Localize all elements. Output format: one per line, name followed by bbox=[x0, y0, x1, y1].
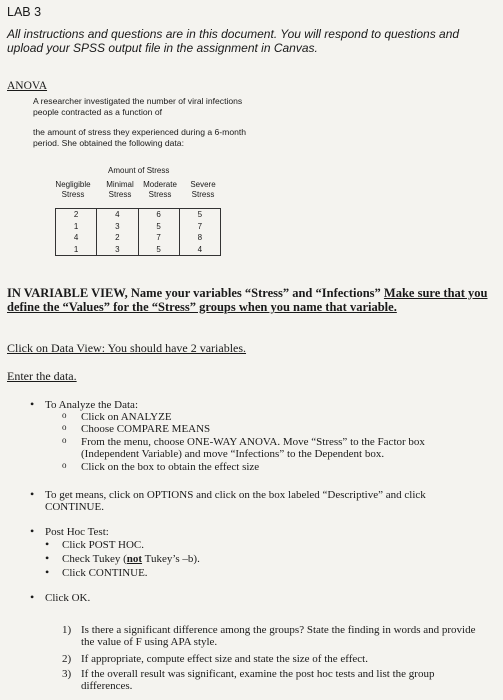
analyze-step: Click on the box to obtain the effect size bbox=[81, 461, 260, 473]
table-cell: 7 bbox=[179, 221, 220, 233]
table-cell: 5 bbox=[138, 221, 179, 233]
question-number: 1) bbox=[62, 624, 72, 636]
analyze-step: Choose COMPARE MEANS bbox=[81, 423, 211, 435]
table-row bbox=[56, 232, 221, 244]
bullet-icon: • bbox=[45, 537, 50, 551]
question-number: 3) bbox=[62, 668, 72, 680]
bullet-icon: • bbox=[30, 590, 35, 604]
question-text: Is there a significant difference among the groups? State the finding in words and provide the value of F using APA style. bbox=[81, 624, 476, 648]
scenario-text-2: the amount of stress they experienced during a 6-month period. She obtained the following data: bbox=[33, 127, 247, 148]
post-hoc-item: Click CONTINUE. bbox=[62, 567, 148, 579]
means-instruction: To get means, click on OPTIONS and click on the box labeled “Descriptive” and click CONTINUE. bbox=[45, 489, 426, 513]
circle-bullet-icon: o bbox=[62, 460, 67, 470]
scenario-text-1: A researcher investigated the number of viral infections people contracted as a function of bbox=[33, 96, 243, 117]
post-hoc-item-tukey bbox=[62, 553, 200, 565]
analyze-step: Click on ANALYZE bbox=[81, 411, 172, 423]
tukey-post: Tukey’s –b). bbox=[142, 553, 200, 565]
table-cell: 1 bbox=[56, 221, 97, 233]
enter-data-instruction: Enter the data. bbox=[7, 369, 77, 383]
table-cell: 5 bbox=[179, 209, 220, 221]
data-view-instruction: Click on Data View: You should have 2 variables. bbox=[7, 341, 247, 355]
post-hoc-item: Click POST HOC. bbox=[62, 539, 145, 551]
circle-bullet-icon: o bbox=[62, 422, 67, 432]
analyze-step: From the menu, choose ONE-WAY ANOVA. Move “Stress” to the Factor box (Independent Variable) and move “Infections” to the Dependent box. bbox=[81, 436, 425, 460]
table-header: Moderate Stress bbox=[143, 180, 177, 199]
bullet-icon: • bbox=[30, 524, 35, 538]
circle-bullet-icon: o bbox=[62, 410, 67, 420]
lab-title: LAB 3 bbox=[7, 5, 42, 19]
table-row bbox=[56, 244, 221, 256]
table-row bbox=[56, 221, 221, 233]
table-cell: 8 bbox=[179, 232, 220, 244]
table-cell: 3 bbox=[97, 244, 138, 256]
stress-data-table bbox=[55, 208, 221, 256]
table-cell: 5 bbox=[138, 244, 179, 256]
post-hoc-heading: Post Hoc Test: bbox=[45, 526, 109, 538]
section-heading: ANOVA bbox=[7, 80, 48, 92]
circle-bullet-icon: o bbox=[62, 435, 67, 445]
variable-view-instruction bbox=[7, 286, 499, 314]
table-cell: 4 bbox=[179, 244, 220, 256]
tukey-pre: Check Tukey ( bbox=[62, 553, 127, 565]
table-header: Minimal Stress bbox=[106, 180, 134, 199]
table-caption: Amount of Stress bbox=[108, 166, 170, 175]
variable-view-part2: Make sure that you define the “Values” for the “Stress” groups when you name that variable. bbox=[7, 286, 488, 314]
question-number: 2) bbox=[62, 653, 72, 665]
table-cell: 6 bbox=[138, 209, 179, 221]
question-text: If the overall result was significant, examine the post hoc tests and list the group differences. bbox=[81, 668, 435, 692]
tukey-not: not bbox=[126, 553, 143, 565]
table-cell: 7 bbox=[138, 232, 179, 244]
analyze-heading: To Analyze the Data: bbox=[45, 399, 139, 411]
table-cell: 4 bbox=[97, 209, 138, 221]
bullet-icon: • bbox=[45, 551, 50, 565]
table-header: Severe Stress bbox=[190, 180, 216, 199]
table-cell: 4 bbox=[56, 232, 97, 244]
table-cell: 3 bbox=[97, 221, 138, 233]
intro-text: All instructions and questions are in this document. You will respond to questions and upload your SPSS output file in the assignment in Canvas. bbox=[7, 27, 460, 55]
variable-view-part1: IN VARIABLE VIEW, Name your variables “Stress” and “Infections” bbox=[7, 286, 381, 300]
click-ok-instruction: Click OK. bbox=[45, 592, 91, 604]
bullet-icon: • bbox=[45, 565, 50, 579]
question-text: If appropriate, compute effect size and state the size of the effect. bbox=[81, 653, 368, 665]
bullet-icon: • bbox=[30, 397, 35, 411]
table-row bbox=[56, 209, 221, 221]
table-cell: 1 bbox=[56, 244, 97, 256]
table-cell: 2 bbox=[56, 209, 97, 221]
bullet-icon: • bbox=[30, 487, 35, 501]
table-header: Negligible Stress bbox=[55, 180, 91, 199]
table-cell: 2 bbox=[97, 232, 138, 244]
